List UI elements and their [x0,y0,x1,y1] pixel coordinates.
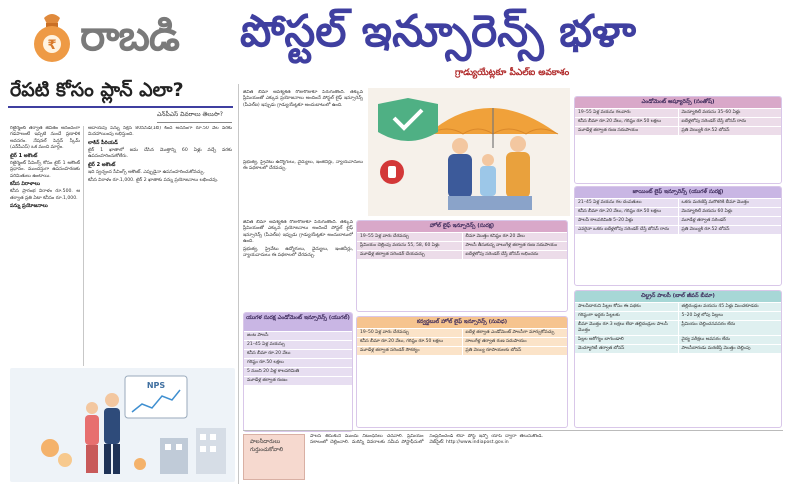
table-title: ఎండోమెంట్ అష్యూరెన్స్ (సంతోష్) [575,97,781,108]
table-cell: ప్రతి వెయ్యికి రూ.52 బోనస్ [678,226,782,234]
table-suvidha [356,316,568,428]
table-cell: మూడేళ్ల తర్వాత రుణం [247,378,288,383]
table-cell: మెచ్యూరిటీ వయసు 60 ఏళ్లు [678,208,782,216]
reminder-box: పాలసీదారులు గుర్తుంచుకోవాలి [243,434,305,480]
table-cell: పాలసీ కాలపరిమితి 5–20 ఏళ్లు [578,218,634,223]
table-cell: మెచ్యూరిటీ తర్వాత బోనస్ [578,346,625,351]
left-article-col2 [88,126,232,376]
paragraph: ఇది స్వచ్ఛంద సేవింగ్స్ అకౌంట్. ఎప్పుడైనా ఉపసంహరించుకోవచ్చు. [88,170,205,175]
table-cell: కనీస బీమా రూ.20 వేలు, గరిష్ఠం రూ.50 లక్షలు [578,119,662,124]
table-cell: 21–45 ఏళ్ల వయసు గల దంపతులు [578,200,642,205]
table-row [575,126,781,135]
left-article-col1 [10,126,80,366]
table-cell: పాలసీ తీసుకున్న నాలుగేళ్ల తర్వాత రుణ సదుపాయం [462,242,568,250]
table-cell: 19–55 ఏళ్ల వారు చేరవచ్చు [360,234,409,239]
subheading: పన్ను ప్రయోజనాలు [10,203,48,210]
nps-illustration [10,368,235,482]
intro-text-col1b [243,160,363,220]
table-cell: మూడేళ్ల తర్వాత రుణ సదుపాయం [578,128,639,133]
subheading: లాకిన్ పీరియడ్ [88,140,118,147]
paragraph: ప్రభుత్వ, ప్రైవేటు ఉద్యోగులు, వైద్యులు, ఇంజినీర్లు, న్యాయవాదులు ఈ పథకాలలో చేరవచ్చు. [243,247,353,259]
table-row [357,346,567,355]
subheading: టైర్ 1 అకౌంట్ [10,153,38,160]
table-cell: 5 నుంచి 20 ఏళ్ల కాలపరిమితి [247,369,300,374]
table-cell: ప్రతి వెయ్యికి రూ.52 బోనస్ [678,127,782,135]
table-cell: బీమా మొత్తం కనిష్ఠం రూ.20 వేలు [462,233,568,241]
column-rule [238,84,239,484]
table-cell: పాలసీదారుని పిల్లల కోసం ఈ పథకం [578,304,641,309]
table-title: కన్వర్టబుల్ హోల్ లైఫ్ ఇన్సూరెన్స్ (సువిధ) [357,317,567,328]
paragraph: రిటైర్మెంట్ సేవింగ్స్ కోసం టైర్ 1 అకౌంట్ ప్రధానం. ముందస్తుగా ఉపసంహరణకు పరిమితులు ఉంటాయి. [10,160,80,179]
divider [243,430,783,431]
table-row [357,241,567,250]
table-cell: 21–45 ఏళ్ల వయస్సు [247,342,285,347]
table-cell: బీమా మొత్తం రూ.3 లక్షలు లేదా తల్లిదండ్రుల పాలసీ మొత్తం [578,322,668,333]
left-article-tag: ఎన్‌పీఎస్ వివరాలు తెలుసా? [157,111,232,123]
subheading: టైర్ 2 అకౌంట్ [88,162,116,169]
table-title: జాయింట్ లైఫ్ ఇన్సూరెన్స్ (యుగళ్ సురక్ష) [575,187,781,198]
table-cell: పాలసీదారుడు మరణిస్తే మొత్తం చెల్లింపు [678,345,782,353]
table-suraksha [356,220,568,312]
table-row [244,349,352,358]
table-cell: తల్లిదండ్రుల వయసు 45 ఏళ్లు మించకూడదు [678,303,782,311]
table-cell: కనీస బీమా రూ.20 వేలు [247,351,291,356]
table-cell: కనీస బీమా రూ.20 వేలు, గరిష్ఠం రూ.50 లక్షలు [578,209,662,214]
left-article-headline: రేపటి కోసం ప్లాన్ ఎలా? [10,79,184,101]
table-cell: గరిష్ఠం రూ.50 లక్షలు [247,360,284,365]
table-cell: వైద్య పరీక్షలు అవసరం లేదు [678,336,782,344]
paragraph: టైర్ 1 ఖాతాలో జమ చేసిన మొత్తాన్ని 60 ఏళ్లు వచ్చే వరకు ఉపసంహరించుకోలేరు. [88,148,232,160]
table-row [244,358,352,367]
divider [8,106,233,108]
page-headline: పోస్టల్ ఇన్సూరెన్స్ భళా [240,6,637,57]
table-row [244,331,352,340]
table-cell: 19–50 ఏళ్ల వారు చేరవచ్చు [360,330,409,335]
table-cell: ఒకరు మరణిస్తే మరొకరికి బీమా మొత్తం [678,199,782,207]
table-row [575,216,781,225]
table-santosh [574,96,782,184]
table-row [575,320,781,335]
table-cell: కనీస బీమా రూ.20 వేలు, గరిష్ఠం రూ.50 లక్షలు [360,339,444,344]
table-cell: ప్రీమియం చెల్లింపు వయసు 55, 58, 60 ఏళ్లు [360,243,440,248]
table-row [357,328,567,337]
table-children-policy [574,290,782,428]
table-cell: మూడేళ్ల తర్వాత సరెండర్ చేయవచ్చు [360,252,425,257]
money-bag-icon [30,8,74,64]
table-row [575,344,781,353]
table-cell: మూడేళ్ల తర్వాత సరెండర్ సౌకర్యం [360,348,420,353]
table-row [575,302,781,311]
table-row [575,108,781,117]
section-brand: రాబడి [80,11,179,60]
paragraph: జీవిత బీమా ఆవశ్యకత రోజురోజుకూ పెరుగుతోంది. తక్కువ ప్రీమియంతో ఎక్కువ ప్రయోజనాలు అందించే పోస్టల్ లైఫ్ ఇన్సూరెన్స్ (పీఎల్ఐ) ఇప్పుడు గ్రాడ్యుయేట్లకూ అందుబాటులో ఉంది. [243,220,353,245]
paragraph: కనీస ప్రారంభ విరాళం రూ.500. ఆ తర్వాత ప్రతి ఏటా కనీసం రూ.1,000. [10,189,80,201]
bottom-text: పాలసీ తీసుకునే ముందు నిబంధనలు చదవాలి. ప్రీమియం సకాలంలో చెల్లించాలి. మరిన్ని వివరాలకు సమీప పోస్టాఫీసులో సంప్రదించండి లేదా పోస్ట్ ఇన్ఫో యాప్ ద్వారా తెలుసుకోండి. వెబ్‌సైట్: http://www.indiapost.gov.in [310,434,543,446]
table-row [244,340,352,349]
table-cell: ప్రీమియం చెల్లించనవసరం లేదు [678,321,782,335]
subheading: కనీస విరాళాలు [10,181,40,188]
table-cell: జంట పాలసీ [247,333,269,338]
paragraph: ప్రభుత్వ, ప్రైవేటు ఉద్యోగులు, వైద్యులు, ఇంజినీర్లు, న్యాయవాదులు ఈ పథకాలలో చేరవచ్చు. [243,160,363,172]
table-row [575,198,781,207]
table-title: చిల్డ్రన్ పాలసీ (బాల్ జీవన్ బీమా) [575,291,781,302]
table-cell: ఐదేళ్లలోపు సరెండర్ చేస్తే బోనస్ లభించదు [462,251,568,259]
table-row [575,207,781,216]
table-row [575,225,781,234]
table-cell: మూడేళ్ల తర్వాత సరెండర్ [678,217,782,225]
paragraph: ఆదాయపు పన్ను సెక్షన్ 80సీసీడీ(1బి) కింద అదనంగా రూ.50 వేల వరకు మినహాయింపు లభిస్తుంది. [88,126,232,138]
table-row [357,250,567,259]
table-cell: పిల్లల ఆరోగ్యం బాగుండాలి [578,337,624,342]
table-row [357,337,567,346]
table-cell: ప్రతి వెయ్యి రూపాయలకు బోనస్ [462,347,568,355]
table-row [357,232,567,241]
paragraph: జీవిత బీమా ఆవశ్యకత రోజురోజుకూ పెరుగుతోంది. తక్కువ ప్రీమియంతో ఎక్కువ ప్రయోజనాలు అందించే పోస్టల్ లైఫ్ ఇన్సూరెన్స్ (పీఎల్ఐ) ఇప్పుడు గ్రాడ్యుయేట్లకూ అందుబాటులో ఉంది. [243,90,363,108]
paragraph: కనీస విరాళం రూ.1,000. టైర్ 2 ఖాతాకు పన్ను ప్రయోజనాలు లభించవు. [88,177,219,183]
table-cell: నాలుగేళ్ల తర్వాత రుణ సదుపాయం [462,338,568,346]
table-row [575,311,781,320]
family-umbrella-illustration [368,88,570,216]
table-row [244,376,352,385]
table-yugal [243,312,353,432]
paragraph: రిటైర్మెంట్ తర్వాత జీవితం ఆనందంగా గడపాలంటే ఇప్పటి నుంచే ప్రణాళిక అవసరం. నేషనల్ పెన్షన్ స్కీమ్ (ఎన్‌పీఎస్) ఒక మంచి మార్గం. [10,126,80,151]
table-cell: ఐదేళ్లలోపు సరెండర్ చేస్తే బోనస్ రాదు [678,118,782,126]
svg-text:₹: ₹ [47,38,57,53]
table-cell: ఐదేళ్ల తర్వాత ఎండోమెంట్ పాలసీగా మార్చుకోవచ్చు [462,329,568,337]
table-cell: మెచ్యూరిటీ వయసు 35–60 ఏళ్లు [678,109,782,117]
table-cell: 5–20 ఏళ్ల లోపు పిల్లలు [678,312,782,320]
table-cell: ఎవరైనా ఒకరు ఐదేళ్లలోపు సరెండర్ చేస్తే బోనస్ రాదు [578,227,670,232]
nps-text: NPS [146,381,166,390]
table-cell: గరిష్ఠంగా ఇద్దరు పిల్లలకు [578,313,620,318]
table-row [244,367,352,376]
subheadline: గ్రాడ్యుయేట్లకూ పీఎల్ఐ అవకాశం [455,68,570,78]
table-cell: 19–55 ఏళ్ల వయసు గలవారు [578,110,631,115]
table-joint-life [574,186,782,286]
table-title: యుగళ సురక్ష ఎండోమెంట్ ఇన్సూరెన్స్ (యుగల్) [244,313,352,331]
table-row [575,117,781,126]
table-title: హోల్ లైఫ్ ఇన్సూరెన్స్ (సురక్ష) [357,221,567,232]
column-rule [83,126,84,366]
table-row [575,335,781,344]
